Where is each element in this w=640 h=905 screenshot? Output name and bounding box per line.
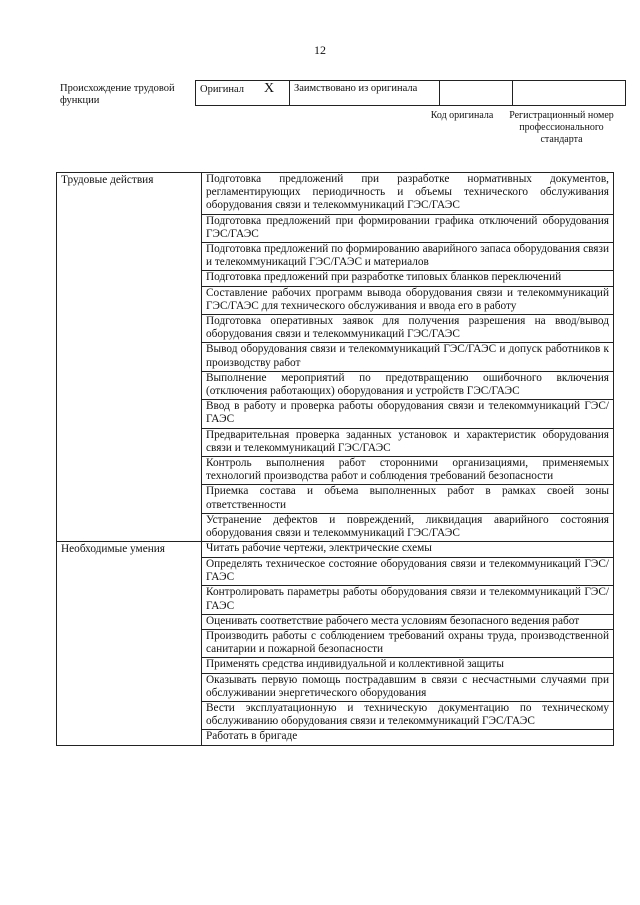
item-cell: Контролировать параметры работы оборудования связи и телекоммуникаций ГЭС/ГАЭС xyxy=(202,586,614,614)
category-cell xyxy=(57,730,202,745)
table-row xyxy=(57,428,614,456)
item-cell: Вести эксплуатационную и техническую документацию по техническому обслуживанию оборудования связи и телекоммуникаций ГЭС/ГАЭС xyxy=(202,702,614,730)
table-row xyxy=(57,400,614,428)
category-cell xyxy=(57,286,202,314)
table-row xyxy=(57,271,614,286)
item-cell: Оказывать первую помощь пострадавшим в связи с несчастными случаями при обслуживании энергетического оборудования xyxy=(202,673,614,701)
category-cell xyxy=(57,630,202,658)
origin-table xyxy=(195,80,626,106)
category-cell xyxy=(57,673,202,701)
table-row xyxy=(57,513,614,541)
page-number: 12 xyxy=(314,43,326,57)
original-label: Оригинал xyxy=(200,84,244,95)
table-row xyxy=(57,730,614,745)
table-row xyxy=(57,673,614,701)
category-cell: Необходимые умения xyxy=(57,542,202,558)
category-cell xyxy=(57,513,202,541)
original-mark: X xyxy=(264,81,275,96)
item-cell: Читать рабочие чертежи, электрические схемы xyxy=(202,542,614,558)
table-row xyxy=(57,343,614,371)
item-cell: Подготовка предложений по формированию аварийного запаса оборудования связи и телекоммуникаций ГЭС/ГАЭС и материалов xyxy=(202,243,614,271)
table-row xyxy=(57,614,614,629)
category-cell xyxy=(57,485,202,513)
item-cell: Подготовка оперативных заявок для получения разрешения на ввод/вывод оборудования связи и телекоммуникаций ГЭС/ГАЭС xyxy=(202,315,614,343)
category-cell xyxy=(57,614,202,629)
item-cell: Вывод оборудования связи и телекоммуникаций ГЭС/ГАЭС и допуск работников к производству работ xyxy=(202,343,614,371)
original-cell xyxy=(196,81,290,106)
table-row xyxy=(57,243,614,271)
functions-table xyxy=(56,172,614,746)
item-cell: Определять техническое состояние оборудования связи и телекоммуникаций ГЭС/ГАЭС xyxy=(202,557,614,585)
category-cell: Трудовые действия xyxy=(57,173,202,215)
table-row xyxy=(57,371,614,399)
item-cell: Работать в бригаде xyxy=(202,730,614,745)
item-cell: Применять средства индивидуальной и коллективной защиты xyxy=(202,658,614,673)
table-row xyxy=(57,173,614,215)
table-row xyxy=(57,542,614,558)
table-row xyxy=(57,315,614,343)
table-row xyxy=(57,214,614,242)
item-cell: Оценивать соответствие рабочего места условиям безопасного ведения работ xyxy=(202,614,614,629)
category-cell xyxy=(57,428,202,456)
table-row xyxy=(57,658,614,673)
item-cell: Подготовка предложений при разработке типовых бланков переключений xyxy=(202,271,614,286)
category-cell xyxy=(57,343,202,371)
category-cell xyxy=(57,586,202,614)
borrowed-label: Заимствовано из оригинала xyxy=(294,83,418,94)
category-cell xyxy=(57,557,202,585)
item-cell: Производить работы с соблюдением требований охраны труда, производственной санитарии и пожарной безопасности xyxy=(202,630,614,658)
code-cell xyxy=(440,81,513,106)
table-row xyxy=(57,457,614,485)
origin-label: Происхождение трудовой функции xyxy=(60,83,175,106)
item-cell: Ввод в работу и проверка работы оборудования связи и телекоммуникаций ГЭС/ГАЭС xyxy=(202,400,614,428)
item-cell: Подготовка предложений при разработке нормативных документов, регламентирующих периодичность и объемы технического обслуживания оборудования связи и телекоммуникаций ГЭС/ГАЭС xyxy=(202,173,614,215)
item-cell: Контроль выполнения работ сторонними организациями, применяемых технологий производства работ и соблюдения требований безопасности xyxy=(202,457,614,485)
category-cell xyxy=(57,658,202,673)
table-row xyxy=(57,702,614,730)
table-row xyxy=(57,557,614,585)
category-cell xyxy=(57,243,202,271)
table-row xyxy=(57,286,614,314)
item-cell: Выполнение мероприятий по предотвращению ошибочного включения (отключения работающих) оборудования и устройств ГЭС/ГАЭС xyxy=(202,371,614,399)
item-cell: Приемка состава и объема выполненных работ в рамках своей зоны ответственности xyxy=(202,485,614,513)
item-cell: Предварительная проверка заданных установок и характеристик оборудования связи и телекоммуникаций ГЭС/ГАЭС xyxy=(202,428,614,456)
category-cell xyxy=(57,214,202,242)
borrowed-cell xyxy=(290,81,440,106)
code-caption: Код оригинала xyxy=(430,110,494,121)
reg-number-caption: Регистрационный номер профессионального стандарта xyxy=(509,110,614,145)
category-cell xyxy=(57,457,202,485)
table-row xyxy=(57,485,614,513)
table-row xyxy=(57,586,614,614)
category-cell xyxy=(57,400,202,428)
category-cell xyxy=(57,315,202,343)
item-cell: Устранение дефектов и повреждений, ликвидация аварийного состояния оборудования связи и телекоммуникаций ГЭС/ГАЭС xyxy=(202,513,614,541)
item-cell: Подготовка предложений при формировании графика отключений оборудования ГЭС/ГАЭС xyxy=(202,214,614,242)
category-cell xyxy=(57,271,202,286)
category-cell xyxy=(57,702,202,730)
table-row xyxy=(57,630,614,658)
category-cell xyxy=(57,371,202,399)
item-cell: Составление рабочих программ вывода оборудования связи и телекоммуникаций ГЭС/ГАЭС для технического обслуживания и ввода его в работу xyxy=(202,286,614,314)
reg-number-cell xyxy=(513,81,626,106)
